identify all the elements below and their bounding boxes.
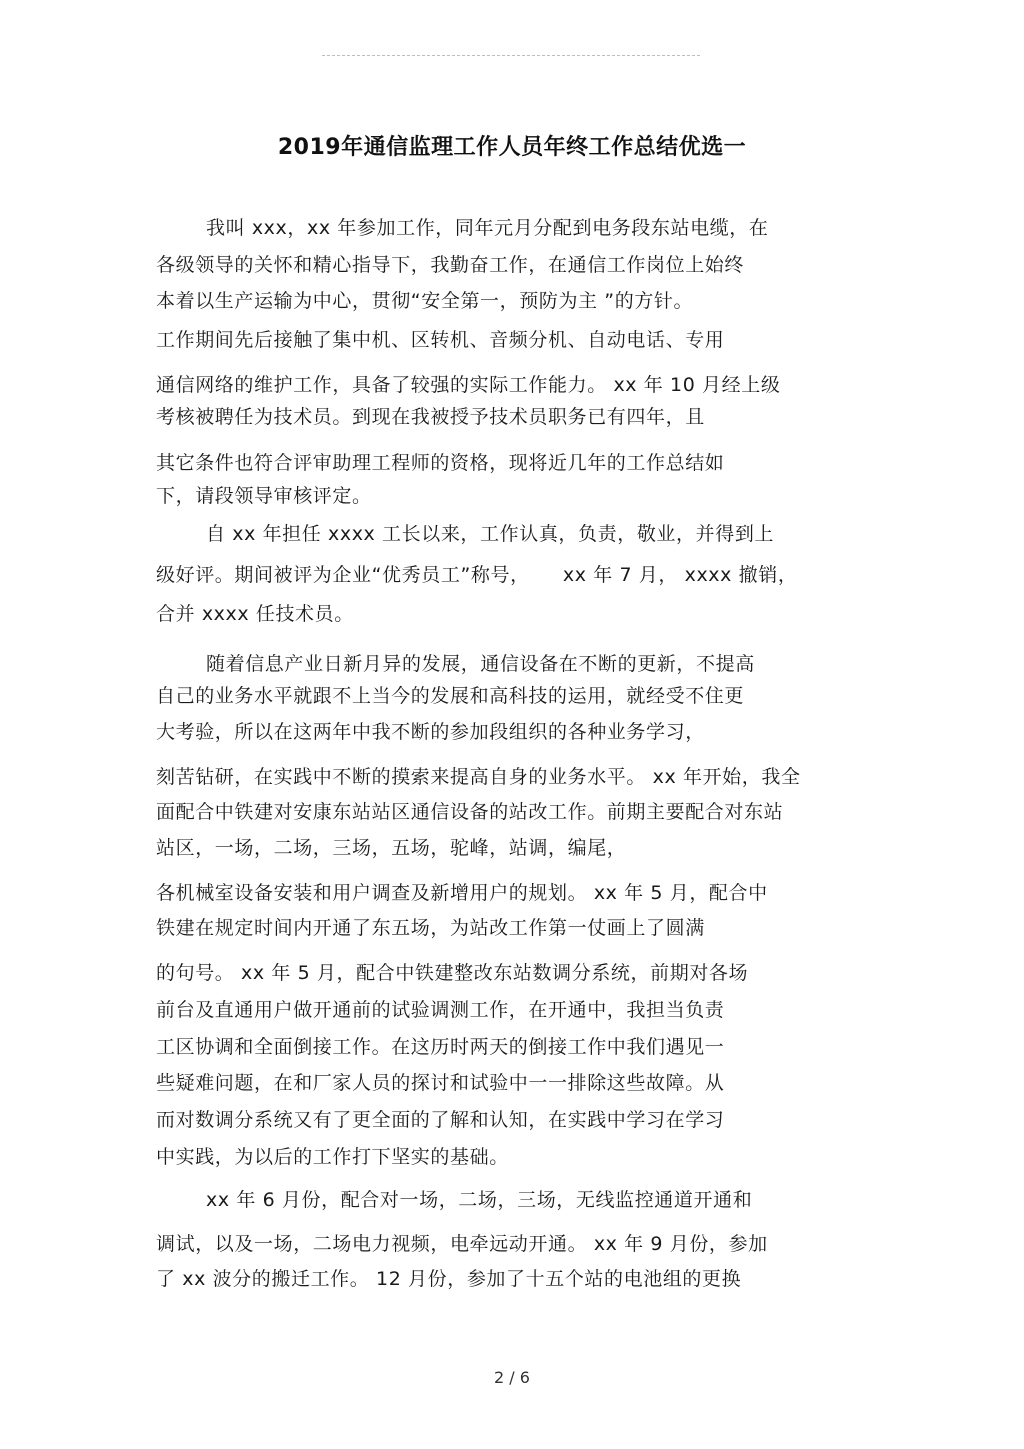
body-line: 站区，一场，二场，三场，五场，驼峰，站调，编尾， [156, 837, 627, 859]
body-line: 随着信息产业日新月异的发展，通信设备在不断的更新，不提高 [206, 653, 755, 675]
page-number: 2 / 6 [494, 1368, 530, 1387]
body-line: 考核被聘任为技术员。到现在我被授予技术员职务已有四年，且 [156, 406, 705, 428]
body-line: 合并 xxxx 任技术员。 [156, 603, 354, 625]
body-line: 些疑难问题，在和厂家人员的探讨和试验中一一排除这些故障。从 [156, 1072, 725, 1094]
body-line: 调试，以及一场，二场电力视频，电牵远动开通。 xx 年 9 月份，参加 [156, 1233, 768, 1255]
body-line: 各级领导的关怀和精心指导下，我勤奋工作，在通信工作岗位上始终 [156, 254, 745, 276]
body-line: 了 xx 波分的搬迁工作。 12 月份，参加了十五个站的电池组的更换 [156, 1268, 742, 1290]
body-line: 大考验，所以在这两年中我不断的参加段组织的各种业务学习， [156, 721, 705, 743]
body-line: xx 年 6 月份，配合对一场，二场，三场，无线监控通道开通和 [206, 1189, 753, 1211]
document-title: 2019年通信监理工作人员年终工作总结优选一 [277, 135, 747, 160]
body-line: 中实践，为以后的工作打下坚实的基础。 [156, 1146, 509, 1168]
body-line: 面配合中铁建对安康东站站区通信设备的站改工作。前期主要配合对东站 [156, 801, 784, 823]
body-line: 级好评。期间被评为企业“优秀员工”称号， xx 年 7 月， xxxx 撤销， [156, 564, 798, 586]
body-line: 其它条件也符合评审助理工程师的资格，现将近几年的工作总结如 [156, 452, 725, 474]
body-line: 下，请段领导审核评定。 [156, 485, 372, 507]
body-line: 前台及直通用户做开通前的试验调测工作，在开通中，我担当负责 [156, 999, 725, 1021]
body-line: 刻苦钻研，在实践中不断的摸索来提高自身的业务水平。 xx 年开始，我全 [156, 766, 801, 788]
body-line: 的句号。 xx 年 5 月，配合中铁建整改东站数调分系统，前期对各场 [156, 962, 749, 984]
body-line: 本着以生产运输为中心，贯彻“安全第一，预防为主 ”的方针。 [156, 290, 694, 312]
body-line: 各机械室设备安装和用户调查及新增用户的规划。 xx 年 5 月，配合中 [156, 882, 768, 904]
body-line: 工作期间先后接触了集中机、区转机、音频分机、自动电话、专用 [156, 329, 725, 351]
body-line: 而对数调分系统又有了更全面的了解和认知，在实践中学习在学习 [156, 1109, 725, 1131]
body-line: 我叫 xxx，xx 年参加工作，同年元月分配到电务段东站电缆，在 [206, 217, 769, 239]
body-line: 铁建在规定时间内开通了东五场，为站改工作第一仗画上了圆满 [156, 917, 705, 939]
body-line: 自 xx 年担任 xxxx 工长以来，工作认真，负责，敬业，并得到上 [206, 523, 775, 545]
body-line: 自己的业务水平就跟不上当今的发展和高科技的运用，就经受不住更 [156, 685, 745, 707]
body-line: 工区协调和全面倒接工作。在这历时两天的倒接工作中我们遇见一 [156, 1036, 725, 1058]
body-line: 通信网络的维护工作，具备了较强的实际工作能力。 xx 年 10 月经上级 [156, 374, 781, 396]
